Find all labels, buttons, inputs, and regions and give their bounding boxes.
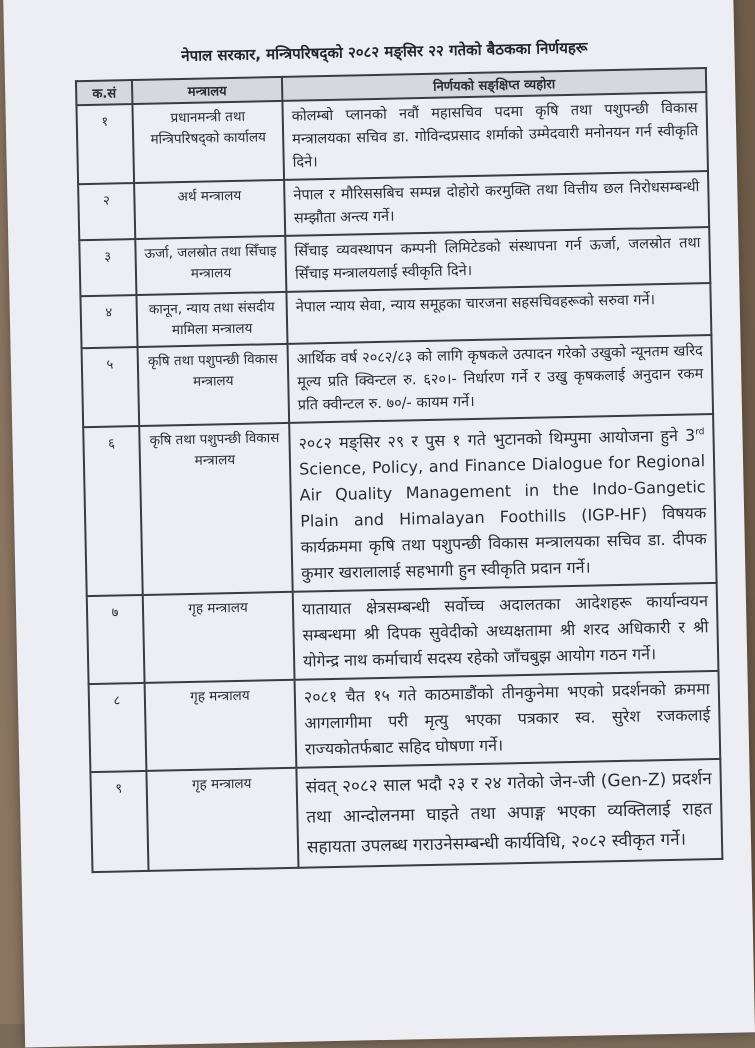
row-decision: नेपाल न्याय सेवा, न्याय समूहका चारजना सहसचिवहरूको सरुवा गर्ने। [286, 283, 711, 344]
row-serial: ५ [82, 347, 140, 427]
table-row [87, 583, 719, 684]
page-title: नेपाल सरकार, मन्त्रिपरिषद्को २०८२ मङ्सिर २२ गतेको बैठकका निर्णयहरू [181, 38, 588, 66]
row-serial: १ [76, 104, 134, 184]
row-serial: ६ [83, 426, 143, 596]
row-serial: ३ [79, 239, 136, 296]
row-ministry: अर्थ मन्त्रालय [134, 180, 285, 239]
row-serial: ७ [87, 595, 145, 684]
row-serial: ८ [89, 683, 147, 772]
row-decision: यातायात क्षेत्रसम्बन्धी सर्वोच्च अदालतका आदेशहरू कार्यान्वयन सम्बन्धमा श्री दिपक सुवेदीको अध्यक्षतामा श्री शरद अधिकारी र श्री योगेन्द्र नाथ कर्माचार्य सदस्य रहेको जाँचबुझ आयोग गठन गर्ने। [293, 583, 719, 680]
row-decision: २०८१ चैत १५ गते काठमाडौंको तीनकुनेमा भएको प्रदर्शनको क्रममा आगलागीमा परी मृत्यु भएका पत्रकार स्व. सुरेश रजकलाई राज्यकोतर्फबाट सहिद घोषणा गर्ने। [295, 671, 721, 768]
row-decision-pre: २०८२ मङ्सिर २९ र पुस १ गते भुटानको थिम्पुमा आयोजना हुने 3 [298, 425, 696, 453]
row-ministry: कानून, न्याय तथा संसदीय मामिला मन्त्रालय [136, 292, 287, 347]
decisions-table [75, 67, 723, 873]
row-ministry: गृह मन्त्रालय [145, 680, 297, 771]
row-ministry: गृह मन्त्रालय [146, 768, 298, 871]
row-decision: आर्थिक वर्ष २०८२/८३ को लागि कृषकले उत्पादन गरेको उखुको न्यूनतम खरिद मूल्य प्रति क्विन्टल रु. ६२०।- निर्धारण गर्ने र उखु कृषकलाई अनुदान रकम प्रति क्वीन्टल रु. ७०/- कायम गर्ने। [288, 335, 714, 423]
header-ministry: मन्त्रालय [132, 77, 282, 104]
row-decision [289, 414, 716, 592]
table-row [89, 671, 721, 772]
row-decision: संवत् २०८२ साल भदौ २३ र २४ गतेको जेन-जी (Gen-Z) प्रदर्शन तथा आन्दोलनमा घाइते तथा अपाङ्ग भएका व्यक्तिलाई राहत सहायता उपलब्ध गराउनेसम्बन्धी कार्यविधि, २०८२ स्वीकृत गर्ने। [296, 759, 722, 868]
row-serial: ४ [80, 295, 137, 348]
document-page [3, 0, 755, 1048]
row-serial: ९ [90, 771, 148, 872]
row-ministry: कृषि तथा पशुपन्छी विकास मन्त्रालय [139, 423, 293, 595]
row-ministry: कृषि तथा पशुपन्छी विकास मन्त्रालय [138, 344, 290, 426]
row-ministry: गृह मन्त्रालय [143, 592, 295, 683]
header-decision: निर्णयको सङ्क्षिप्त व्यहोरा [282, 68, 706, 101]
row-decision: सिँचाइ व्यवस्थापन कम्पनी लिमिटेडको संस्थापना गर्न ऊर्जा, जलस्रोत तथा सिँचाइ मन्त्रालयलाई स्वीकृति दिने। [285, 227, 710, 292]
ordinal-suffix: rd [695, 427, 705, 438]
table-row [83, 414, 716, 596]
row-ministry: प्रधानमन्त्री तथा मन्त्रिपरिषद्को कार्यालय [132, 101, 284, 183]
row-decision-post: Science, Policy, and Finance Dialogue for Regional Air Quality Management in the Indo-Gangetic Plain and Himalayan Foothills (IGP-HF) विषयक कार्यक्रममा कृषि तथा पशुपन्छी विकास मन्त्रालयका सचिव डा. दीपक कुमार खरालालाई सहभागी हुन स्वीकृति प्रदान गर्ने। [298, 451, 707, 583]
row-decision: नेपाल र मौरिससबिच सम्पन्न दोहोरो करमुक्ति तथा वित्तीय छल निरोधसम्बन्धी सम्झौता अन्त्य गर्ने। [284, 171, 709, 236]
table-row [90, 759, 722, 872]
row-decision: कोलम्बो प्लानको नवौं महासचिव पदमा कृषि तथा पशुपन्छी विकास मन्त्रालयका सचिव डा. गोविन्दप्रसाद शर्माको उम्मेदवारी मनोनयन गर्न स्वीकृति दिने। [282, 92, 708, 180]
table-row [82, 335, 714, 427]
table-row [76, 92, 708, 184]
header-serial: क.सं [76, 80, 132, 105]
row-ministry: ऊर्जा, जलस्रोत तथा सिँचाइ मन्त्रालय [135, 236, 286, 295]
row-serial: २ [78, 183, 135, 240]
